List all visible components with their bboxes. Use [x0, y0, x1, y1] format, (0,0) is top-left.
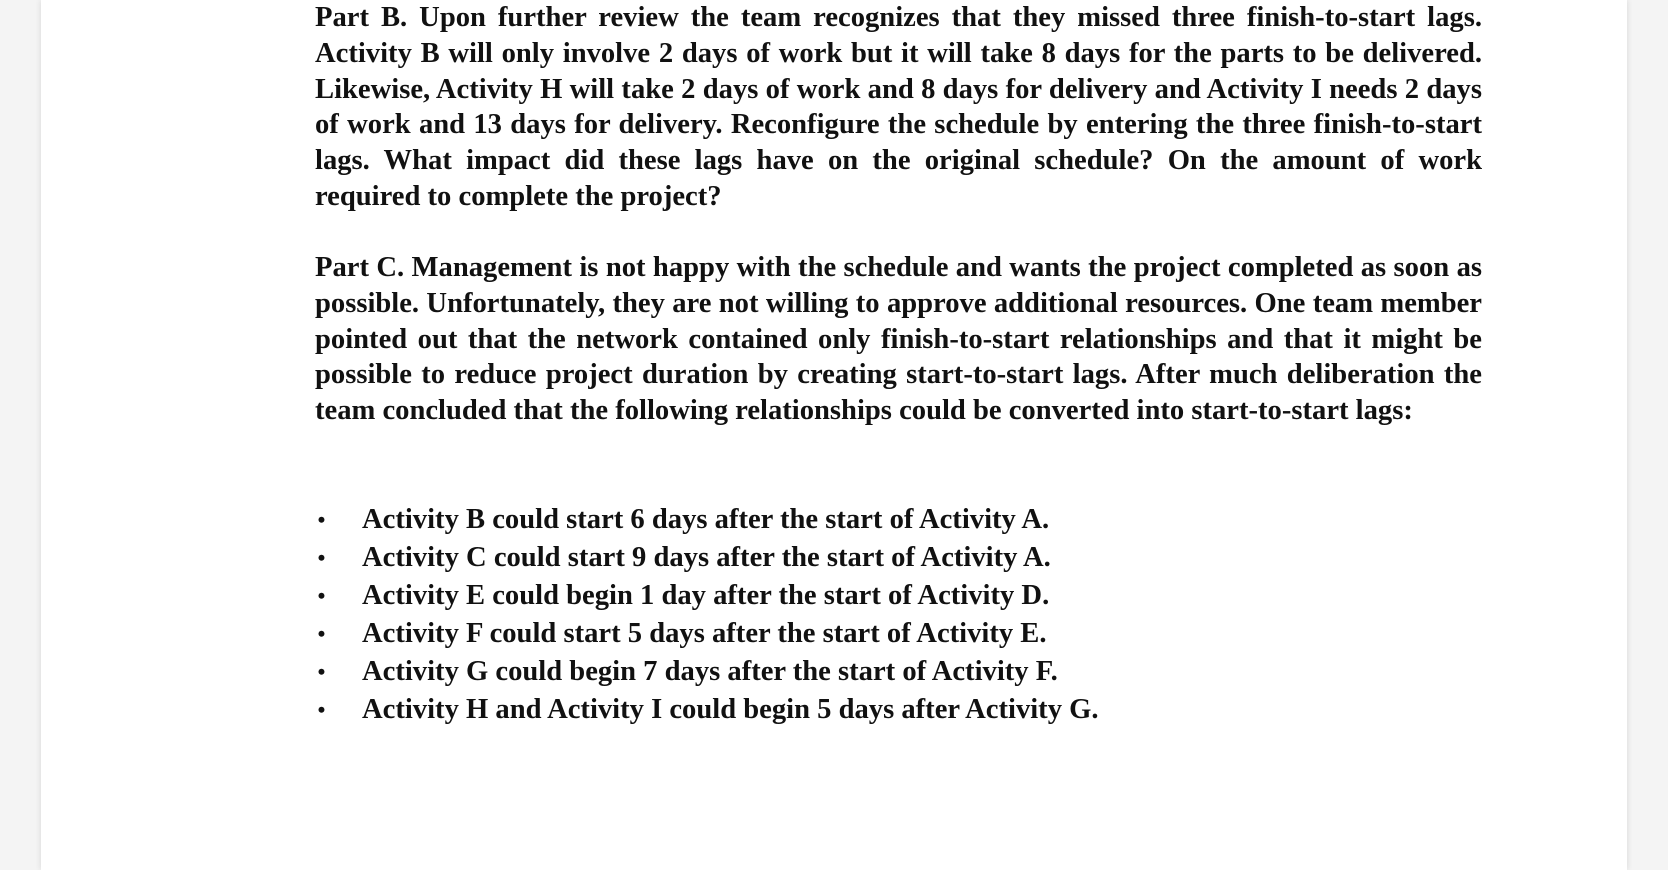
list-item-text: Activity C could start 9 days after the start of Activity A.	[362, 542, 1051, 573]
part-c-paragraph: Part C. Management is not happy with the schedule and wants the project completed as soon as possible. Unfortunately, they are not willing to approve additional resources. One team member pointed out that the network contained only finish-to-start relationships and that it might be possible to reduce project duration by creating start-to-start lags. After much deliberation the team concluded that the following relationships could be converted into start-to-start lags:	[315, 252, 1482, 427]
bullet-icon: •	[317, 659, 326, 684]
bullet-icon: •	[317, 697, 326, 722]
list-item	[315, 653, 1482, 691]
list-item	[315, 501, 1482, 539]
list-item	[315, 577, 1482, 615]
bullet-icon: •	[317, 583, 326, 608]
bullet-icon: •	[317, 621, 326, 646]
bullet-icon: •	[317, 545, 326, 570]
list-item-text: Activity F could start 5 days after the start of Activity E.	[362, 618, 1047, 649]
list-item-text: Activity G could begin 7 days after the start of Activity F.	[362, 656, 1058, 687]
list-item-text: Activity E could begin 1 day after the start of Activity D.	[362, 580, 1050, 611]
list-item	[315, 539, 1482, 577]
document-page	[41, 0, 1627, 870]
list-item	[315, 691, 1482, 729]
lag-relationships-list	[315, 501, 1482, 729]
bullet-icon: •	[317, 507, 326, 532]
list-item	[315, 615, 1482, 653]
list-item-text: Activity H and Activity I could begin 5 days after Activity G.	[362, 694, 1099, 725]
list-item-text: Activity B could start 6 days after the start of Activity A.	[362, 504, 1050, 535]
part-b-paragraph: Part B. Upon further review the team recognizes that they missed three finish-to-start lags. Activity B will only involve 2 days of work but it will take 8 days for the parts to be delivered. Likewise, Activity H will take 2 days of work and 8 days for delivery and Activity I needs 2 days of work and 13 days for delivery. Reconfigure the schedule by entering the three finish-to-start lags. What impact did these lags have on the original schedule? On the amount of work required to complete the project?	[315, 2, 1482, 212]
